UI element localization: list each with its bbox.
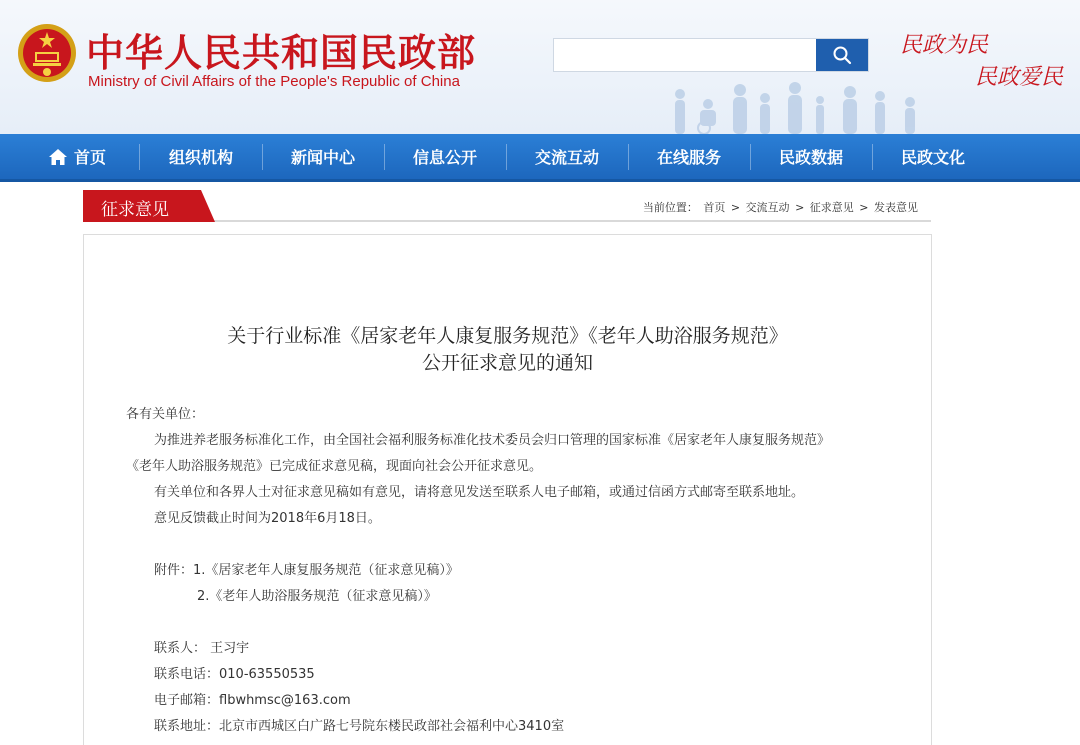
article-panel	[83, 234, 932, 745]
main-nav	[0, 134, 1080, 182]
search-box	[553, 38, 869, 72]
attachment-2-link[interactable]: 2.《老年人助浴服务规范（征求意见稿）》	[197, 589, 437, 604]
search-icon	[832, 45, 852, 65]
attachment-1-link[interactable]: 附件：1.《居家老年人康复服务规范（征求意见稿）》	[154, 563, 459, 578]
nav-item-news[interactable]: 新闻中心	[290, 148, 355, 167]
breadcrumb-separator: >	[859, 201, 869, 214]
people-silhouettes-decoration	[660, 80, 940, 134]
nav-item-label: 首页	[73, 148, 106, 167]
nav-item-online-service[interactable]: 在线服务	[656, 148, 721, 167]
breadcrumb-interaction[interactable]: 交流互动	[745, 201, 790, 214]
slogan-line-1: 民政为民	[900, 33, 989, 58]
breadcrumb	[642, 199, 919, 215]
contact-email[interactable]: 电子邮箱：flbwhmsc@163.com	[154, 693, 351, 708]
section-header	[83, 190, 931, 222]
article-title-line-1: 关于行业标准《居家老年人康复服务规范》《老年人助浴服务规范》	[227, 325, 788, 347]
slogan-line-2: 民政爱民	[975, 65, 1064, 90]
nav-item-home[interactable]	[16, 134, 138, 179]
paragraph-3: 意见反馈截止时间为2018年6月18日。	[154, 511, 381, 526]
nav-item-information[interactable]: 信息公开	[412, 148, 477, 167]
paragraph-2: 有关单位和各界人士对征求意见稿如有意见，请将意见发送至联系人电子邮箱，或通过信函方式邮寄至联系地址。	[154, 485, 805, 500]
breadcrumb-separator: >	[730, 201, 741, 214]
national-emblem-icon[interactable]	[16, 22, 78, 84]
salutation: 各有关单位：	[126, 407, 205, 422]
search-input[interactable]	[554, 39, 816, 71]
nav-item-interaction[interactable]: 交流互动	[534, 148, 599, 167]
contact-address: 联系地址：北京市西城区白广路七号院东楼民政部社会福利中心3410室	[154, 719, 565, 734]
nav-item-data[interactable]: 民政数据	[778, 148, 843, 167]
article-title-line-2: 公开征求意见的通知	[421, 352, 593, 374]
breadcrumb-home[interactable]: 首页	[703, 201, 726, 214]
contact-phone: 联系电话：010-63550535	[154, 667, 315, 682]
paragraph-1-line-1: 为推进养老服务标准化工作，由全国社会福利服务标准化技术委员会归口管理的国家标准《居家老年人康复服务规范》	[154, 433, 831, 448]
site-subtitle: Ministry of Civil Affairs of the People's Republic of China	[88, 73, 460, 90]
breadcrumb-submit-opinion[interactable]: 发表意见	[874, 201, 918, 214]
site-title[interactable]: 中华人民共和国民政部	[86, 30, 477, 75]
breadcrumb-solicit-opinions[interactable]: 征求意见	[809, 201, 854, 214]
nav-item-culture[interactable]: 民政文化	[900, 148, 965, 167]
home-icon	[48, 148, 68, 166]
contact-person: 联系人： 王习宇	[154, 641, 250, 656]
section-title: 征求意见	[101, 200, 169, 220]
breadcrumb-separator: >	[795, 201, 805, 214]
section-tab[interactable]	[83, 190, 215, 222]
nav-item-organization[interactable]: 组织机构	[168, 148, 233, 167]
paragraph-1-line-2: 《老年人助浴服务规范》已完成征求意见稿，现面向社会公开征求意见。	[126, 459, 543, 474]
search-button[interactable]	[816, 39, 868, 71]
article-title	[84, 323, 931, 377]
site-header	[0, 0, 1080, 134]
breadcrumb-prefix: 当前位置：	[642, 201, 698, 214]
